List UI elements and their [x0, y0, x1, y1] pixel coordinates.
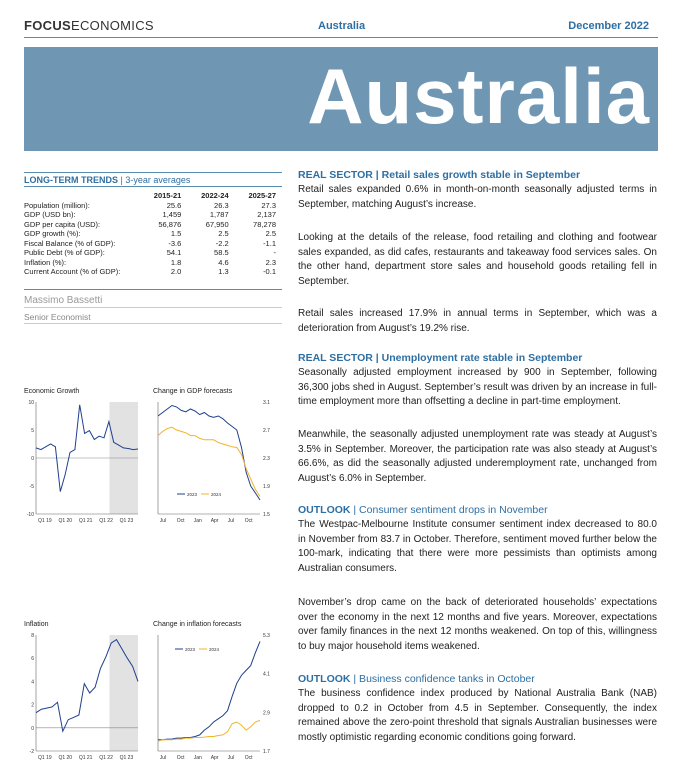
table-cell: 2.3 [265, 257, 276, 267]
header-country: Australia [318, 20, 366, 32]
chart-title-economic-growth: Economic Growth [24, 388, 80, 395]
x-tick-label: Q1 21 [78, 518, 93, 524]
table-column-header: 2022-24 [201, 191, 229, 200]
table-cell: 2.5 [265, 229, 276, 238]
row-label: GDP per capita (USD): [24, 219, 101, 229]
y-tick-label: 10 [28, 400, 34, 406]
inflation-forecasts-chart [153, 629, 278, 763]
chart-title-inflation: Inflation [24, 621, 49, 628]
country-banner [24, 47, 658, 151]
paragraph-unemployment-1: Seasonally adjusted employment increased by 900 in September, following 36,300 jobs shed in August. September’s result was driven by an increase in full-time employment more than offsetting a decline in part-time employment. [298, 367, 657, 408]
x-tick-label: Q1 22 [99, 755, 113, 761]
table-cell: -3.6 [168, 238, 182, 248]
x-tick-label: Jul [227, 755, 235, 761]
row-label: GDP (USD bn): [24, 210, 76, 219]
table-row [24, 201, 276, 211]
section-title-business-confidence: OUTLOOK | Business confidence tanks in October [298, 673, 535, 685]
legend-label: 2023 [187, 492, 198, 497]
economist-divider [24, 307, 282, 308]
y-tick-label: 2.3 [263, 456, 270, 462]
paragraph-business-1: The business confidence index produced by National Australia Bank (NAB) dropped to 0.2 in October from 4.5 in September. Consequently, the index remained above the zero-point threshold that signals Australian businesses were mostly optimistic regarding economic conditions going forward. [298, 688, 657, 743]
table-cell: 25.6 [166, 200, 182, 210]
table-row [24, 239, 276, 249]
row-label: GDP growth (%): [24, 229, 81, 238]
x-tick-label: Q1 21 [78, 755, 93, 761]
gdp-forecasts-chart [153, 396, 278, 526]
economist-role: Senior Economist [24, 312, 91, 322]
legend-label: 2024 [211, 492, 222, 497]
x-tick-label: Oct [176, 755, 185, 761]
table-cell: 67,950 [205, 219, 229, 229]
chart-title-gdp-forecasts: Change in GDP forecasts [153, 388, 233, 395]
section-title-consumer-sentiment: OUTLOOK | Consumer sentiment drops in November [298, 504, 548, 516]
x-tick-label: Jul [159, 755, 167, 761]
header-divider [24, 37, 658, 38]
x-tick-label: Q1 19 [38, 755, 52, 761]
table-row [24, 267, 276, 277]
table-cell: 27.3 [261, 200, 276, 210]
paragraph-retail-1: Retail sales expanded 0.6% in month-on-month seasonally adjusted terms in September, matching August’s increase. [298, 184, 657, 210]
table-cell: 78,278 [253, 219, 276, 229]
table-column-header: 2015-21 [153, 191, 182, 200]
x-tick-label: Apr [210, 518, 219, 524]
table-cell: -2.2 [215, 238, 229, 248]
table-cell: 1,787 [209, 210, 229, 219]
long-term-bottom-rule [24, 289, 282, 290]
table-cell: 56,876 [158, 219, 182, 229]
inflation-chart [24, 629, 144, 763]
long-term-header-row [24, 191, 276, 201]
series-line-2023 [158, 641, 260, 739]
x-tick-label: Q1 19 [38, 518, 52, 524]
long-term-table [24, 191, 276, 277]
long-term-top-rule [24, 172, 282, 173]
section-title-retail: REAL SECTOR | Retail sales growth stable in September [298, 169, 581, 181]
y-tick-label: 1.5 [263, 512, 270, 518]
header-date: December 2022 [568, 20, 649, 32]
x-tick-label: Jan [193, 755, 202, 761]
y-tick-label: 1.9 [263, 484, 270, 490]
table-cell: 2,137 [257, 210, 276, 219]
x-tick-label: Jan [193, 518, 202, 524]
economic-growth-chart [24, 396, 144, 526]
y-tick-label: 2 [31, 702, 34, 709]
legend-label: 2024 [209, 647, 220, 652]
long-term-title-rule [24, 186, 282, 187]
table-cell: - [273, 248, 276, 257]
row-label: Public Debt (% of GDP): [24, 248, 105, 257]
economist-bottom-rule [24, 323, 282, 324]
table-cell: 4.6 [218, 257, 229, 267]
table-cell: -1.1 [263, 238, 276, 248]
row-label: Population (million): [24, 200, 90, 210]
table-row [24, 258, 276, 268]
y-tick-label: 4.1 [263, 671, 270, 678]
x-tick-label: Q1 23 [119, 755, 134, 761]
y-tick-label: 0 [31, 725, 34, 732]
x-tick-label: Q1 23 [119, 518, 134, 524]
legend-label: 2023 [185, 647, 196, 652]
x-tick-label: Oct [244, 518, 253, 524]
long-term-title: LONG-TERM TRENDS | 3-year averages [24, 175, 191, 185]
chart-title-inflation-forecasts: Change in inflation forecasts [153, 621, 242, 628]
y-tick-label: 8 [31, 633, 34, 639]
banner-title: Australia [307, 52, 650, 140]
y-tick-label: -10 [26, 512, 34, 518]
y-tick-label: -5 [29, 484, 34, 490]
y-tick-label: 6 [31, 656, 34, 663]
table-cell: 26.3 [214, 200, 229, 210]
table-column-header: 2025-27 [248, 191, 276, 200]
table-row [24, 220, 276, 230]
x-tick-label: Jul [227, 518, 235, 524]
table-cell: 2.5 [218, 229, 229, 238]
row-label: Inflation (%): [24, 257, 67, 267]
focus-economics-logo: FOCUSECONOMICS [24, 18, 154, 33]
table-cell: 1.8 [170, 257, 182, 267]
x-tick-label: Oct [244, 755, 253, 761]
table-row [24, 229, 276, 239]
x-tick-label: Oct [176, 518, 185, 524]
x-tick-label: Q1 20 [58, 518, 73, 524]
y-tick-label: 3.1 [263, 400, 270, 406]
economist-name: Massimo Bassetti [24, 295, 103, 306]
table-row [24, 248, 276, 258]
y-tick-label: -2 [29, 749, 34, 755]
table-corner [24, 191, 134, 201]
y-tick-label: 1.7 [263, 749, 270, 755]
paragraph-unemployment-2: Meanwhile, the seasonally adjusted unemployment rate was steady at August’s 3.5% in September. Moreover, the participation rate was also steady at August’s 66.6%, as did the seasonally adjusted underemployment rate, unchanged from August’s 6.0% in September. [298, 429, 657, 484]
table-cell: -0.1 [263, 267, 276, 276]
series-line-2023 [158, 406, 260, 501]
y-tick-label: 5.3 [263, 633, 270, 639]
row-label: Fiscal Balance (% of GDP): [24, 238, 116, 248]
table-cell: 1,459 [162, 210, 182, 219]
table-cell: 54.1 [166, 248, 182, 257]
y-tick-label: 2.9 [263, 710, 270, 717]
y-tick-label: 0 [31, 456, 34, 462]
table-cell: 58.5 [214, 248, 229, 257]
x-tick-label: Q1 20 [58, 755, 73, 761]
x-tick-label: Apr [210, 755, 219, 761]
x-tick-label: Jul [159, 518, 167, 524]
paragraph-retail-3: Retail sales increased 17.9% in annual terms in September, which was a deterioration from August’s 19.2% rise. [298, 308, 657, 334]
paragraph-retail-2: Looking at the details of the release, food retailing and clothing and footwear sales expanded, as did cafes, restaurants and takeaway food services sales. On the other hand, department store sales and household goods retailing fell in September. [298, 232, 657, 287]
table-cell: 2.0 [170, 267, 182, 276]
section-title-unemployment: REAL SECTOR | Unemployment rate stable in September [298, 352, 583, 364]
y-tick-label: 5 [31, 428, 34, 434]
paragraph-sentiment-1: The Westpac-Melbourne Institute consumer sentiment index decreased to 80.0 in November from 83.7 in October. Therefore, sentiment moved further below the 100-mark, indicating that there were more pessimists than optimists among Australian consumers. [298, 519, 657, 574]
series-line-2024 [158, 720, 260, 741]
paragraph-sentiment-2: November’s drop came on the back of deteriorated households’ expectations over the economy in the next 12 months and five years. Moreover, expectations over family finances in the next 12 months weakened. On top of this, willingness to buy major household items weakened. [298, 597, 657, 652]
row-label: Current Account (% of GDP): [24, 267, 121, 276]
table-row [24, 210, 276, 220]
y-tick-label: 2.7 [263, 428, 270, 434]
y-tick-label: 4 [31, 679, 34, 686]
x-tick-label: Q1 22 [99, 518, 113, 524]
table-cell: 1.5 [170, 229, 182, 238]
table-cell: 1.3 [218, 267, 229, 276]
